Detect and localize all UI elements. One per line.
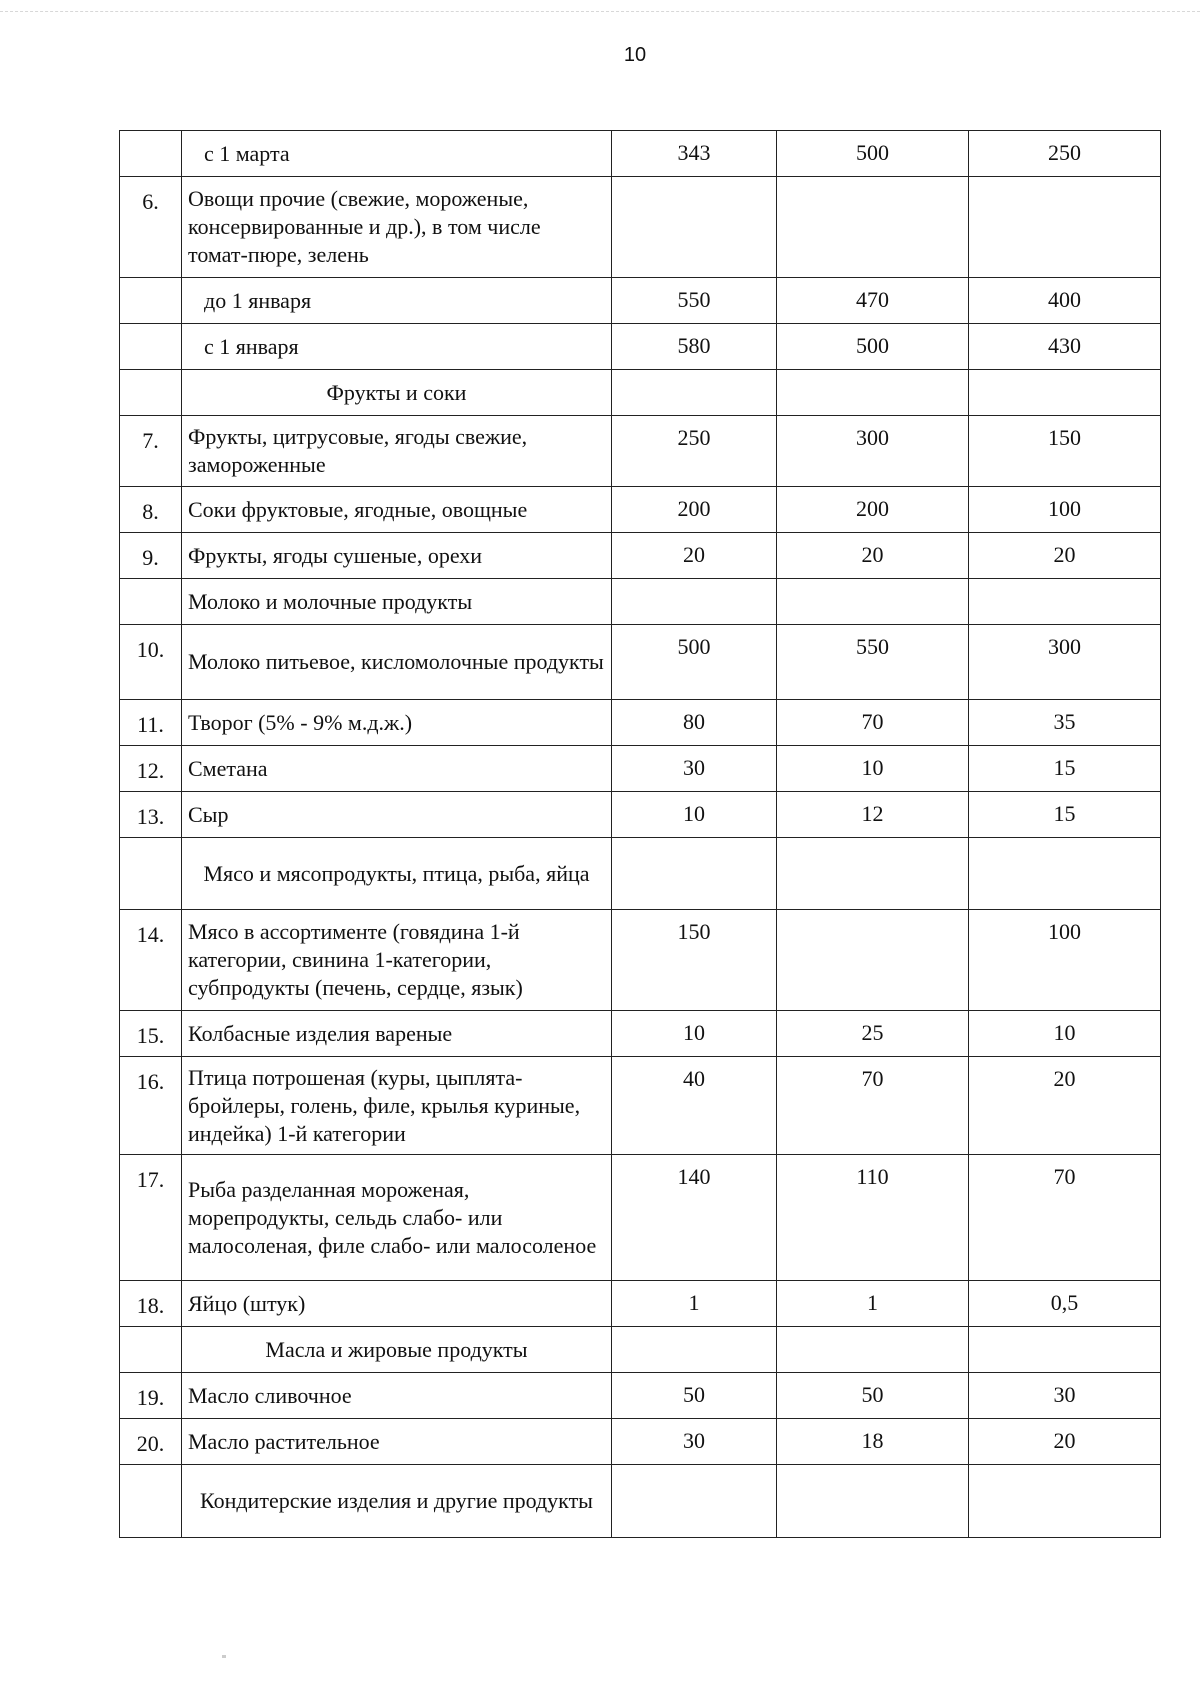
norm-value-col-2 <box>777 1327 969 1373</box>
product-name: Овощи прочие (свежие, мороженые, консервированные и др.), в том числе томат-пюре, зелень <box>182 177 612 278</box>
scan-top-edge <box>0 11 1200 12</box>
norm-value-col-3: 70 <box>969 1155 1161 1281</box>
table-row <box>120 1327 1161 1373</box>
norm-value-col-1: 1 <box>612 1281 777 1327</box>
table-row <box>120 416 1161 487</box>
product-name: Птица потрошеная (куры, цыплята-бройлеры, голень, филе, крылья куриные, индейка) 1-й категории <box>182 1057 612 1155</box>
norm-value-col-3: 100 <box>969 910 1161 1011</box>
page-number: 10 <box>623 44 647 66</box>
table-row <box>120 1373 1161 1419</box>
row-number: 14. <box>120 910 182 1011</box>
norm-value-col-1 <box>612 177 777 278</box>
norm-value-col-1: 150 <box>612 910 777 1011</box>
norm-value-col-3 <box>969 1327 1161 1373</box>
table-row <box>120 1419 1161 1465</box>
norm-value-col-3: 150 <box>969 416 1161 487</box>
norm-value-col-3: 15 <box>969 746 1161 792</box>
norm-value-col-1: 140 <box>612 1155 777 1281</box>
row-number <box>120 838 182 910</box>
table-row <box>120 792 1161 838</box>
norm-value-col-1: 40 <box>612 1057 777 1155</box>
norm-value-col-1: 10 <box>612 792 777 838</box>
norm-value-col-1 <box>612 579 777 625</box>
norm-value-col-2: 200 <box>777 487 969 533</box>
table-row <box>120 746 1161 792</box>
norm-value-col-3: 100 <box>969 487 1161 533</box>
norm-value-col-2 <box>777 838 969 910</box>
norm-value-col-1: 550 <box>612 278 777 324</box>
product-name: до 1 января <box>182 278 612 324</box>
table-row <box>120 1011 1161 1057</box>
table-row <box>120 625 1161 700</box>
norm-value-col-3: 20 <box>969 1419 1161 1465</box>
norm-value-col-2: 20 <box>777 533 969 579</box>
table-row <box>120 131 1161 177</box>
norm-value-col-1: 20 <box>612 533 777 579</box>
norm-value-col-3 <box>969 1465 1161 1538</box>
norm-value-col-2: 110 <box>777 1155 969 1281</box>
row-number <box>120 1327 182 1373</box>
norm-value-col-2: 550 <box>777 625 969 700</box>
table-row <box>120 177 1161 278</box>
table-row <box>120 533 1161 579</box>
product-name: Масло растительное <box>182 1419 612 1465</box>
norm-value-col-1: 30 <box>612 746 777 792</box>
norm-value-col-2: 25 <box>777 1011 969 1057</box>
norm-value-col-2: 18 <box>777 1419 969 1465</box>
table-row <box>120 278 1161 324</box>
table-row <box>120 910 1161 1011</box>
row-number: 19. <box>120 1373 182 1419</box>
norm-value-col-3: 15 <box>969 792 1161 838</box>
norm-value-col-1: 10 <box>612 1011 777 1057</box>
table-row <box>120 324 1161 370</box>
norm-value-col-2 <box>777 177 969 278</box>
norm-value-col-3: 300 <box>969 625 1161 700</box>
row-number <box>120 1465 182 1538</box>
row-number <box>120 131 182 177</box>
row-number: 13. <box>120 792 182 838</box>
table-row <box>120 1155 1161 1281</box>
section-heading: Фрукты и соки <box>182 370 612 416</box>
norm-value-col-3: 10 <box>969 1011 1161 1057</box>
table-row <box>120 487 1161 533</box>
row-number <box>120 278 182 324</box>
table-row <box>120 838 1161 910</box>
row-number <box>120 324 182 370</box>
norm-value-col-3: 250 <box>969 131 1161 177</box>
norm-value-col-3: 20 <box>969 1057 1161 1155</box>
norm-value-col-3: 400 <box>969 278 1161 324</box>
norm-value-col-2: 12 <box>777 792 969 838</box>
row-number: 9. <box>120 533 182 579</box>
food-norms-table <box>119 130 1161 1538</box>
product-name: с 1 марта <box>182 131 612 177</box>
product-name: Колбасные изделия вареные <box>182 1011 612 1057</box>
row-number: 15. <box>120 1011 182 1057</box>
norm-value-col-1: 50 <box>612 1373 777 1419</box>
row-number <box>120 579 182 625</box>
norm-value-col-2 <box>777 579 969 625</box>
norm-value-col-2: 50 <box>777 1373 969 1419</box>
norm-value-col-1: 80 <box>612 700 777 746</box>
norm-value-col-2: 470 <box>777 278 969 324</box>
norm-value-col-1 <box>612 1327 777 1373</box>
norm-value-col-1: 200 <box>612 487 777 533</box>
row-number: 16. <box>120 1057 182 1155</box>
row-number: 10. <box>120 625 182 700</box>
product-name: Яйцо (штук) <box>182 1281 612 1327</box>
row-number: 6. <box>120 177 182 278</box>
table-row <box>120 1057 1161 1155</box>
product-name: Мясо в ассортименте (говядина 1-й категории, свинина 1-категории, субпродукты (печень, сердце, язык) <box>182 910 612 1011</box>
norm-value-col-1: 580 <box>612 324 777 370</box>
table-row <box>120 1281 1161 1327</box>
product-name: Творог (5% - 9% м.д.ж.) <box>182 700 612 746</box>
product-name: Фрукты, ягоды сушеные, орехи <box>182 533 612 579</box>
norm-value-col-2 <box>777 910 969 1011</box>
norm-value-col-1 <box>612 838 777 910</box>
product-name: Сыр <box>182 792 612 838</box>
table-body <box>120 131 1161 1538</box>
product-name: Рыба разделанная мороженая, морепродукты, сельдь слабо- или малосоленая, филе слабо- или малосоленое <box>182 1155 612 1281</box>
product-name: Соки фруктовые, ягодные, овощные <box>182 487 612 533</box>
table-row <box>120 700 1161 746</box>
norm-value-col-3 <box>969 370 1161 416</box>
row-number <box>120 370 182 416</box>
norm-value-col-2: 1 <box>777 1281 969 1327</box>
product-name: Молоко питьевое, кисломолочные продукты <box>182 625 612 700</box>
section-heading: Кондитерские изделия и другие продукты <box>182 1465 612 1538</box>
table-row <box>120 1465 1161 1538</box>
row-number: 7. <box>120 416 182 487</box>
norm-value-col-3: 20 <box>969 533 1161 579</box>
norm-value-col-2: 500 <box>777 324 969 370</box>
scan-mark <box>222 1655 226 1658</box>
product-name: Фрукты, цитрусовые, ягоды свежие, замороженные <box>182 416 612 487</box>
norm-value-col-1: 500 <box>612 625 777 700</box>
norm-value-col-1 <box>612 1465 777 1538</box>
row-number: 11. <box>120 700 182 746</box>
norm-value-col-1: 250 <box>612 416 777 487</box>
section-heading: Молоко и молочные продукты <box>182 579 612 625</box>
norm-value-col-2: 70 <box>777 700 969 746</box>
norm-value-col-2 <box>777 1465 969 1538</box>
norm-value-col-2: 500 <box>777 131 969 177</box>
norm-value-col-3: 35 <box>969 700 1161 746</box>
product-name: Сметана <box>182 746 612 792</box>
norm-value-col-1: 343 <box>612 131 777 177</box>
row-number: 18. <box>120 1281 182 1327</box>
row-number: 8. <box>120 487 182 533</box>
norm-value-col-2: 70 <box>777 1057 969 1155</box>
norm-value-col-3: 0,5 <box>969 1281 1161 1327</box>
section-heading: Мясо и мясопродукты, птица, рыба, яйца <box>182 838 612 910</box>
norm-value-col-3: 430 <box>969 324 1161 370</box>
norm-value-col-3 <box>969 177 1161 278</box>
row-number: 17. <box>120 1155 182 1281</box>
norm-value-col-2 <box>777 370 969 416</box>
table-row <box>120 579 1161 625</box>
norm-value-col-3: 30 <box>969 1373 1161 1419</box>
norm-value-col-2: 10 <box>777 746 969 792</box>
norm-value-col-1 <box>612 370 777 416</box>
norm-value-col-3 <box>969 579 1161 625</box>
row-number: 12. <box>120 746 182 792</box>
norm-value-col-2: 300 <box>777 416 969 487</box>
product-name: с 1 января <box>182 324 612 370</box>
norm-value-col-3 <box>969 838 1161 910</box>
product-name: Масло сливочное <box>182 1373 612 1419</box>
table-row <box>120 370 1161 416</box>
section-heading: Масла и жировые продукты <box>182 1327 612 1373</box>
row-number: 20. <box>120 1419 182 1465</box>
norm-value-col-1: 30 <box>612 1419 777 1465</box>
